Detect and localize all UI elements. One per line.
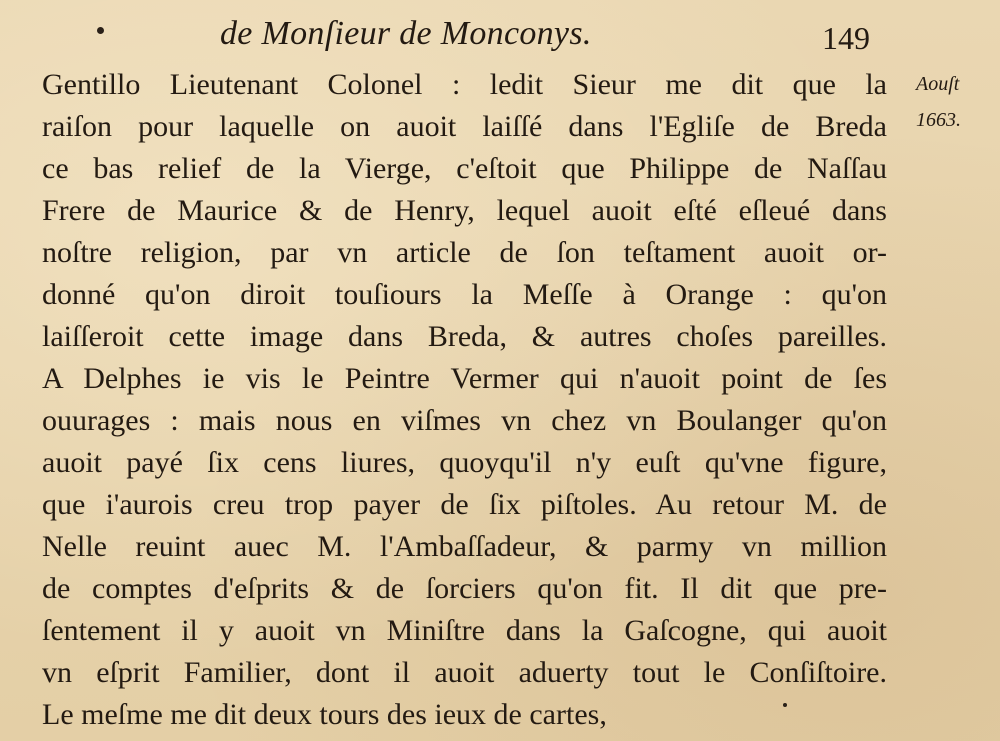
text-line: vn eſprit Familier, dont il auoit aduerty tout le Conſiſtoire.: [42, 656, 887, 689]
ink-spot: [97, 27, 104, 34]
text-line: Nelle reuint auec M. l'Ambaſſadeur, & parmy vn million: [42, 530, 887, 563]
text-line: auoit payé ſix cens liures, quoyqu'il n'y euſt qu'vne figure,: [42, 446, 887, 479]
text-line: ce bas relief de la Vierge, c'eſtoit que Philippe de Naſſau: [42, 152, 887, 185]
page-number: 149: [822, 20, 870, 56]
running-title: de Monſieur de Monconys.: [220, 15, 592, 52]
text-line: Le meſme me dit deux tours des ieux de cartes,: [42, 698, 607, 731]
text-line: que i'aurois creu trop payer de ſix piſtoles. Au retour M. de: [42, 488, 887, 521]
text-line: A Delphes ie vis le Peintre Vermer qui n'auoit point de ſes: [42, 362, 887, 395]
text-line: ſentement il y auoit vn Miniſtre dans la Gaſcogne, qui auoit: [42, 614, 887, 647]
body-text: [42, 64, 892, 736]
text-line: ouurages : mais nous en viſmes vn chez vn Boulanger qu'on: [42, 404, 887, 437]
text-line: Frere de Maurice & de Henry, lequel auoit eſté eſleué dans: [42, 194, 887, 227]
margin-note-year: 1663.: [916, 109, 961, 131]
text-line: donné qu'on diroit touſiours la Meſſe à Orange : qu'on: [42, 278, 887, 311]
margin-note: [916, 66, 996, 138]
text-line: Gentillo Lieutenant Colonel : ledit Sieur me dit que la: [42, 68, 887, 101]
text-line: noſtre religion, par vn article de ſon teſtament auoit or-: [42, 236, 887, 269]
text-line: de comptes d'eſprits & de ſorciers qu'on fit. Il dit que pre-: [42, 572, 887, 605]
text-line: raiſon pour laquelle on auoit laiſſé dans l'Egliſe de Breda: [42, 110, 887, 143]
margin-note-month: Aouſt: [916, 73, 960, 95]
text-line: laiſſeroit cette image dans Breda, & autres choſes pareilles.: [42, 320, 887, 353]
